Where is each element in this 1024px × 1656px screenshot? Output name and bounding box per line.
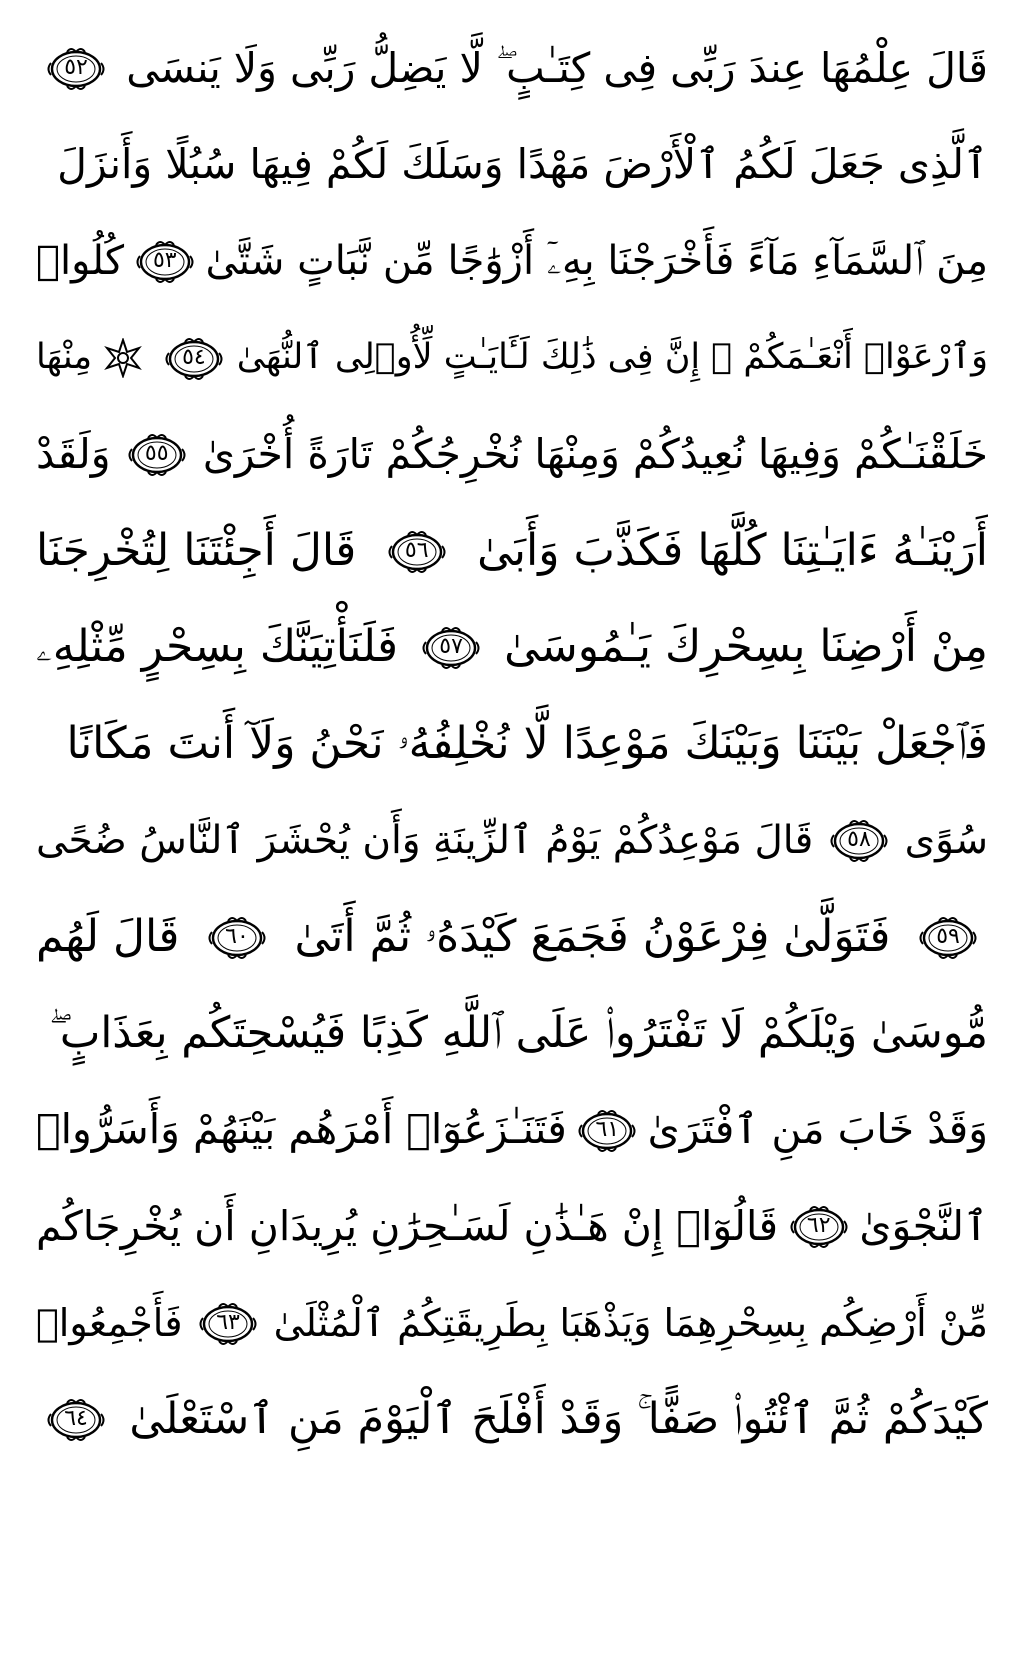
verse-text: ٱلَّذِى جَعَلَ لَكُمُ ٱلْأَرْضَ مَهْدًا وَسَلَكَ لَكُمْ فِيهَا سُبُلًا وَأَنزَلَ xyxy=(57,140,988,189)
verse-text: وَٱرْعَوْا۟ أَنْعَـٰمَكُمْ ۗ إِنَّ فِى ذَٰلِكَ لَـَٔايَـٰتٍ لِّأُو۟لِى ٱلنُّهَىٰ xyxy=(236,337,988,378)
verse-line xyxy=(36,1082,988,1179)
verse-line xyxy=(36,117,988,214)
verse-text: مِّنْ أَرْضِكُم بِسِحْرِهِمَا وَيَذْهَبَا بِطَرِيقَتِكُمُ ٱلْمُثْلَىٰ xyxy=(273,1300,988,1345)
verse-text: مُّوسَىٰ وَيْلَكُمْ لَا تَفْتَرُوا۟ عَلَى ٱللَّهِ كَذِبًا فَيُسْحِتَكُم بِعَذَابٍ ۖ xyxy=(49,1007,988,1058)
verse-text: مِنَ ٱلسَّمَآءِ مَآءً فَأَخْرَجْنَا بِهِۦٓ أَزْوَٰجًا مِّن نَّبَاتٍ شَتَّىٰ xyxy=(205,238,988,285)
ayah-number: ٥٣ xyxy=(152,248,177,274)
ayah-number: ٥٥ xyxy=(144,441,169,467)
verse-line xyxy=(36,696,988,793)
verse-text: فَتَوَلَّىٰ فِرْعَوْنُ فَجَمَعَ كَيْدَهُۥ ثُمَّ أَتَىٰ xyxy=(294,910,891,962)
ayah-number: ٥٦ xyxy=(404,537,429,563)
ayah-number: ٥٨ xyxy=(847,827,871,853)
verse-text: قَالَ عِلْمُهَا عِندَ رَبِّى فِى كِتَـٰبٍ ۖ لَّا يَضِلُّ رَبِّى وَلَا يَنسَى xyxy=(126,43,988,92)
ayah-number-marker xyxy=(789,1203,849,1249)
verse-text: سُوًى xyxy=(904,817,988,863)
ayah-number-marker xyxy=(829,817,889,863)
ayah-number: ٦٣ xyxy=(216,1309,240,1335)
verse-line xyxy=(36,1371,988,1468)
verse-text: وَقَدْ خَابَ مَنِ ٱفْتَرَىٰ xyxy=(647,1105,988,1154)
verse-text: قَالَ مَوْعِدُكُمْ يَوْمُ ٱلزِّينَةِ وَأَن يُحْشَرَ ٱلنَّاسُ ضُحًى xyxy=(36,817,814,863)
ayah-number: ٦٠ xyxy=(225,923,249,949)
verse-line xyxy=(36,792,988,889)
verse-text: قَالَ لَهُم xyxy=(36,910,180,962)
verse-text: مِنْ أَرْضِنَا بِسِحْرِكَ يَـٰمُوسَىٰ xyxy=(504,621,988,673)
verse-text: فَتَنَـٰزَعُوٓا۟ أَمْرَهُم بَيْنَهُمْ وَأَسَرُّوا۟ xyxy=(36,1105,567,1154)
verse-line xyxy=(36,310,988,407)
verse-line xyxy=(36,20,988,117)
verse-text: قَالَ أَجِئْتَنَا لِتُخْرِجَنَا xyxy=(36,524,357,576)
verse-text: وَلَقَدْ xyxy=(36,429,111,478)
ayah-number-marker xyxy=(421,624,481,670)
verse-line xyxy=(36,406,988,503)
verse-line xyxy=(36,599,988,696)
ayah-number-marker xyxy=(164,335,224,381)
verse-text: خَلَقْنَـٰكُمْ وَفِيهَا نُعِيدُكُمْ وَمِنْهَا نُخْرِجُكُمْ تَارَةً أُخْرَىٰ xyxy=(202,429,988,478)
verse-text: أَرَيْنَـٰهُ ءَايَـٰتِنَا كُلَّهَا فَكَذَّبَ وَأَبَىٰ xyxy=(477,524,988,576)
ayah-number-marker xyxy=(127,431,187,477)
verse-text: فَلَنَأْتِيَنَّكَ بِسِحْرٍ مِّثْلِهِۦ xyxy=(36,621,399,673)
ayah-number: ٥٢ xyxy=(64,55,88,81)
ayah-number-marker xyxy=(387,528,447,574)
verse-text: مِنْهَا xyxy=(36,337,93,378)
ayah-number: ٥٩ xyxy=(936,923,960,949)
ayah-number-marker xyxy=(577,1107,637,1153)
ayah-number: ٥٧ xyxy=(439,634,463,660)
rub-el-hizb-icon xyxy=(101,336,145,380)
ayah-number-marker xyxy=(918,914,978,960)
ayah-number: ٦٤ xyxy=(64,1406,88,1432)
verse-text: فَأَجْمِعُوا۟ xyxy=(36,1300,183,1345)
verse-line xyxy=(36,985,988,1082)
ayah-number: ٦٢ xyxy=(806,1213,831,1239)
verse-line xyxy=(36,213,988,310)
verse-text: ٱلنَّجْوَىٰ xyxy=(859,1201,988,1250)
verse-line xyxy=(36,503,988,600)
verse-text: كَيْدَكُمْ ثُمَّ ٱئْتُوا۟ صَفًّا ۚ وَقَدْ أَفْلَحَ ٱلْيَوْمَ مَنِ ٱسْتَعْلَىٰ xyxy=(129,1393,988,1444)
ayah-number-marker xyxy=(46,45,106,91)
ayah-number-marker xyxy=(207,914,267,960)
ayah-number-marker xyxy=(135,238,195,284)
ayah-number-marker xyxy=(198,1300,258,1346)
verse-text: كُلُوا۟ xyxy=(36,238,125,285)
verse-line xyxy=(36,1275,988,1372)
verse-text: قَالُوٓا۟ إِنْ هَـٰذَٰنِ لَسَـٰحِرَٰنِ يُرِيدَانِ أَن يُخْرِجَاكُم xyxy=(36,1201,779,1250)
verse-line xyxy=(36,889,988,986)
ayah-number: ٥٤ xyxy=(182,344,206,370)
ayah-number-marker xyxy=(46,1396,106,1442)
ayah-number: ٦١ xyxy=(595,1116,620,1142)
verse-line xyxy=(36,1178,988,1275)
verse-text: فَٱجْعَلْ بَيْنَنَا وَبَيْنَكَ مَوْعِدًا لَّا نُخْلِفُهُۥ نَحْنُ وَلَآ أَنتَ مَكَانًا xyxy=(66,717,988,769)
